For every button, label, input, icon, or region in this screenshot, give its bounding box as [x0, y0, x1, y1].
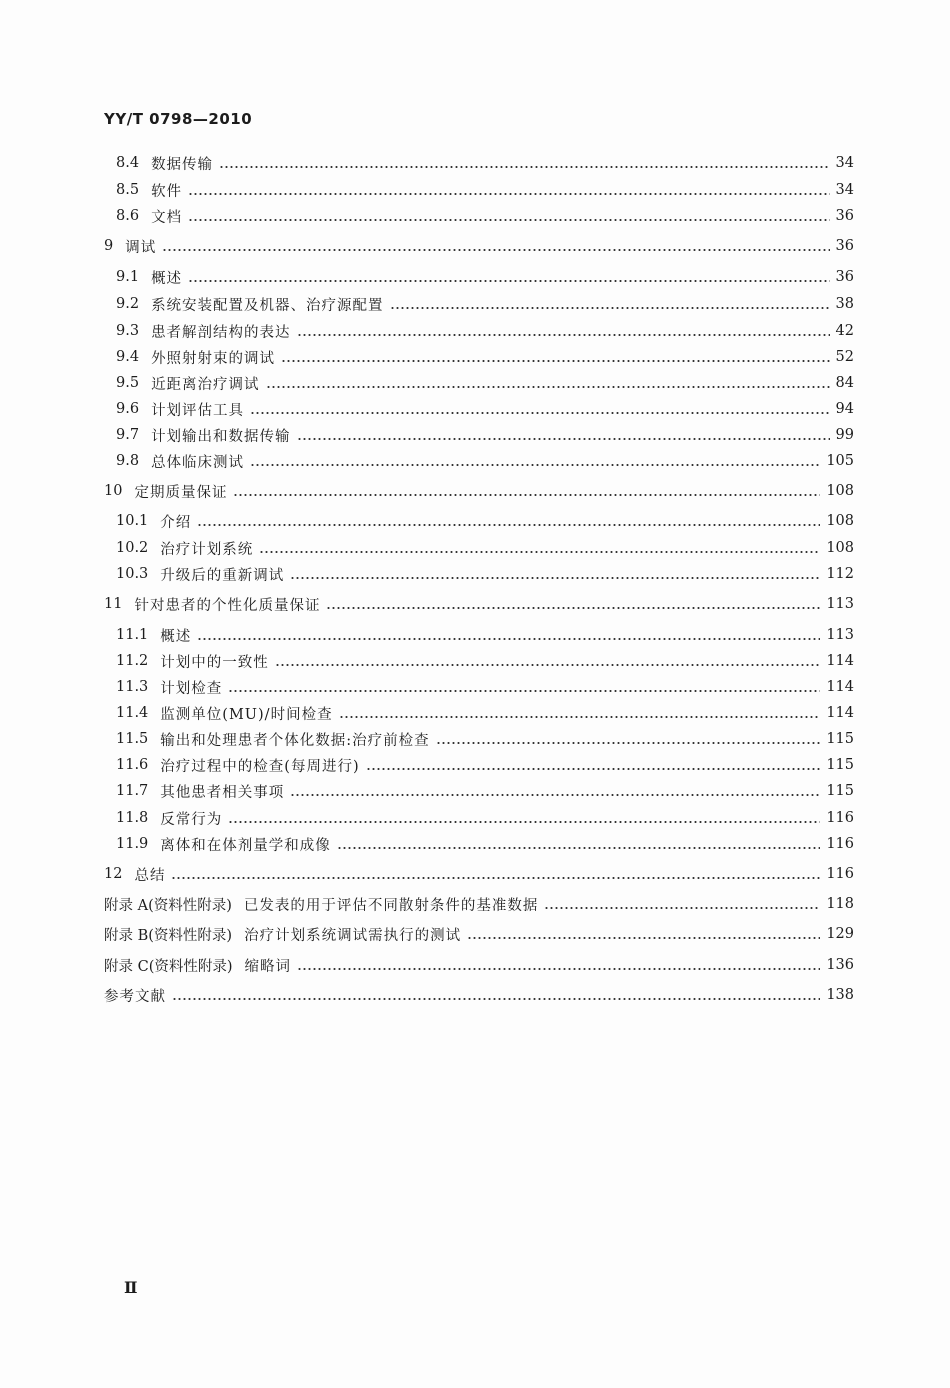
toc-entry[interactable]	[104, 893, 854, 915]
dot-leader	[219, 152, 829, 174]
toc-entry[interactable]	[104, 984, 854, 1006]
toc-entry-number: 10.1	[116, 513, 149, 529]
toc-entry-number: 10.3	[116, 566, 149, 582]
toc-entry[interactable]	[116, 702, 854, 724]
toc-entry-number: 附录 A(资料性附录)	[104, 897, 232, 914]
toc-entry[interactable]	[116, 266, 854, 288]
toc-entry-page: 105	[826, 453, 854, 469]
dot-leader	[228, 807, 820, 829]
dot-leader	[544, 893, 820, 915]
toc-entry-number: 附录 C(资料性附录)	[104, 958, 233, 975]
toc-entry[interactable]	[104, 480, 854, 502]
toc-entry[interactable]	[116, 807, 854, 829]
toc-entry-page: 116	[826, 836, 854, 852]
toc-entry[interactable]	[116, 398, 854, 420]
dot-leader	[188, 179, 829, 201]
dot-leader	[281, 346, 829, 368]
dot-leader	[228, 676, 820, 698]
toc-entry-title: 针对患者的个性化质量保证	[134, 597, 321, 614]
toc-entry[interactable]	[116, 372, 854, 394]
toc-entry-page: 36	[835, 269, 854, 285]
dot-leader	[250, 398, 829, 420]
toc-entry-title: 已发表的用于评估不同散射条件的基准数据	[243, 897, 539, 914]
toc-entry-page: 42	[835, 323, 854, 339]
dot-leader	[290, 563, 820, 585]
toc-entry-page: 34	[835, 155, 854, 171]
toc-entry-page: 114	[826, 653, 854, 669]
toc-entry-title: 离体和在体剂量学和成像	[160, 837, 331, 854]
toc-entry-number: 9.8	[116, 453, 140, 469]
toc-entry-page: 129	[826, 926, 854, 942]
dot-leader	[188, 205, 829, 227]
toc-entry-title: 外照射射束的调试	[151, 350, 276, 367]
dot-leader	[467, 923, 820, 945]
toc-entry-page: 34	[835, 182, 854, 198]
toc-entry-title: 概述	[160, 628, 192, 645]
toc-entry-page: 38	[835, 296, 854, 312]
toc-entry-page: 113	[826, 596, 854, 612]
toc-entry[interactable]	[116, 833, 854, 855]
toc-entry-title: 计划评估工具	[151, 402, 245, 419]
dot-leader	[172, 984, 820, 1006]
toc-entry-number: 9.1	[116, 269, 140, 285]
toc-entry-title: 治疗计划系统	[160, 541, 254, 558]
toc-entry[interactable]	[116, 152, 854, 174]
toc-entry-number: 9.7	[116, 427, 140, 443]
toc-entry[interactable]	[116, 624, 854, 646]
toc-entry-title: 计划中的一致性	[160, 654, 269, 671]
toc-entry-title: 监测单位(MU)/时间检查	[160, 706, 333, 723]
dot-leader	[171, 863, 820, 885]
toc-entry-title: 概述	[151, 270, 183, 287]
toc-entry[interactable]	[104, 954, 854, 976]
toc-entry[interactable]	[116, 510, 854, 532]
toc-entry-title: 参考文献	[104, 988, 166, 1005]
toc-entry[interactable]	[116, 450, 854, 472]
toc-entry-title: 软件	[151, 183, 183, 200]
toc-entry-number: 9.6	[116, 401, 140, 417]
dot-leader	[297, 320, 830, 342]
toc-entry[interactable]	[116, 780, 854, 802]
page-number: Ⅱ	[124, 1278, 138, 1297]
toc-entry-number: 10	[104, 483, 123, 499]
toc-entry-title: 其他患者相关事项	[160, 784, 285, 801]
toc-entry-number: 10.2	[116, 540, 149, 556]
dot-leader	[326, 593, 820, 615]
dot-leader	[275, 650, 821, 672]
toc-entry[interactable]	[104, 235, 854, 257]
toc-entry-title: 治疗过程中的检查(每周进行)	[160, 758, 360, 775]
toc-entry-number: 11.2	[116, 653, 149, 669]
toc-entry-page: 108	[826, 540, 854, 556]
toc-entry-number: 9.5	[116, 375, 140, 391]
toc-entry-page: 84	[835, 375, 854, 391]
toc-entry[interactable]	[116, 179, 854, 201]
toc-entry[interactable]	[116, 346, 854, 368]
toc-entry[interactable]	[116, 205, 854, 227]
toc-entry-page: 108	[826, 513, 854, 529]
toc-entry-title: 治疗计划系统调试需执行的测试	[244, 927, 462, 944]
toc-entry-number: 8.4	[116, 155, 140, 171]
toc-entry-number: 9.3	[116, 323, 140, 339]
toc-entry-number: 8.5	[116, 182, 140, 198]
dot-leader	[297, 954, 820, 976]
toc-entry[interactable]	[116, 293, 854, 315]
dot-leader	[436, 728, 821, 750]
toc-entry-number: 8.6	[116, 208, 140, 224]
toc-entry-page: 52	[835, 349, 854, 365]
toc-entry[interactable]	[116, 320, 854, 342]
toc-entry-page: 108	[826, 483, 854, 499]
toc-entry-page: 112	[826, 566, 854, 582]
dot-leader	[197, 510, 820, 532]
toc-entry-number: 12	[104, 866, 123, 882]
toc-entry[interactable]	[116, 728, 854, 750]
dot-leader	[366, 754, 821, 776]
dot-leader	[188, 266, 829, 288]
toc-entry-number: 11	[104, 596, 123, 612]
toc-entry-page: 116	[826, 810, 854, 826]
dot-leader	[162, 235, 829, 257]
toc-entry-title: 系统安装配置及机器、治疗源配置	[151, 297, 384, 314]
toc-entry-number: 11.1	[116, 627, 149, 643]
toc-entry-page: 115	[826, 757, 854, 773]
toc-entry-number: 11.3	[116, 679, 149, 695]
toc-entry-page: 94	[835, 401, 854, 417]
toc-entry-page: 115	[826, 731, 854, 747]
toc-entry-page: 116	[826, 866, 854, 882]
dot-leader	[339, 702, 821, 724]
toc-entry-title: 文档	[151, 209, 183, 226]
toc-entry-page: 136	[826, 957, 854, 973]
toc-entry-page: 113	[826, 627, 854, 643]
toc-entry-title: 定期质量保证	[134, 484, 228, 501]
toc-entry[interactable]	[104, 923, 854, 945]
toc-entry-number: 11.4	[116, 705, 149, 721]
toc-entry-number: 9.4	[116, 349, 140, 365]
dot-leader	[197, 624, 820, 646]
toc-entry-title: 缩略词	[244, 958, 292, 975]
toc-entry-title: 总体临床测试	[151, 454, 245, 471]
toc-entry[interactable]	[104, 593, 854, 615]
toc-entry-title: 计划检查	[160, 680, 223, 697]
toc-entry-page: 36	[835, 208, 854, 224]
toc-entry-title: 调试	[125, 239, 157, 256]
document-code: YY/T 0798—2010	[104, 110, 253, 128]
toc-entry-number: 11.5	[116, 731, 149, 747]
toc-entry-number: 9	[104, 238, 114, 254]
toc-entry[interactable]	[116, 424, 854, 446]
toc-entry-title: 输出和处理患者个体化数据:治疗前检查	[160, 732, 430, 749]
dot-leader	[233, 480, 820, 502]
toc-entry-title: 升级后的重新调试	[160, 567, 285, 584]
toc-entry-page: 114	[826, 705, 854, 721]
toc-entry-number: 11.8	[116, 810, 149, 826]
toc-entry-page: 118	[826, 896, 854, 912]
toc-entry-title: 患者解剖结构的表达	[151, 324, 291, 341]
dot-leader	[266, 372, 830, 394]
dot-leader	[290, 780, 820, 802]
toc-entry[interactable]	[116, 650, 854, 672]
toc-entry-title: 介绍	[160, 514, 192, 531]
toc-entry-page: 115	[826, 783, 854, 799]
toc-entry-title: 总结	[134, 867, 166, 884]
toc-entry-number: 11.7	[116, 783, 149, 799]
toc-entry[interactable]	[116, 563, 854, 585]
toc-entry-title: 反常行为	[160, 811, 223, 828]
toc-entry[interactable]	[116, 676, 854, 698]
toc-entry-title: 数据传输	[151, 156, 214, 173]
toc-entry-page: 36	[835, 238, 854, 254]
toc-entry-number: 11.9	[116, 836, 149, 852]
toc-entry-title: 计划输出和数据传输	[151, 428, 291, 445]
dot-leader	[337, 833, 821, 855]
toc-entry-number: 11.6	[116, 757, 149, 773]
toc-entry-number: 9.2	[116, 296, 140, 312]
toc-entry[interactable]	[116, 754, 854, 776]
toc-entry-page: 138	[826, 987, 854, 1003]
toc-entry-number: 附录 B(资料性附录)	[104, 927, 233, 944]
toc-entry-page: 114	[826, 679, 854, 695]
toc-entry[interactable]	[116, 537, 854, 559]
toc-entry-page: 99	[835, 427, 854, 443]
dot-leader	[250, 450, 820, 472]
dot-leader	[297, 424, 830, 446]
dot-leader	[390, 293, 830, 315]
toc-entry-title: 近距离治疗调试	[151, 376, 260, 393]
dot-leader	[259, 537, 820, 559]
toc-entry[interactable]	[104, 863, 854, 885]
